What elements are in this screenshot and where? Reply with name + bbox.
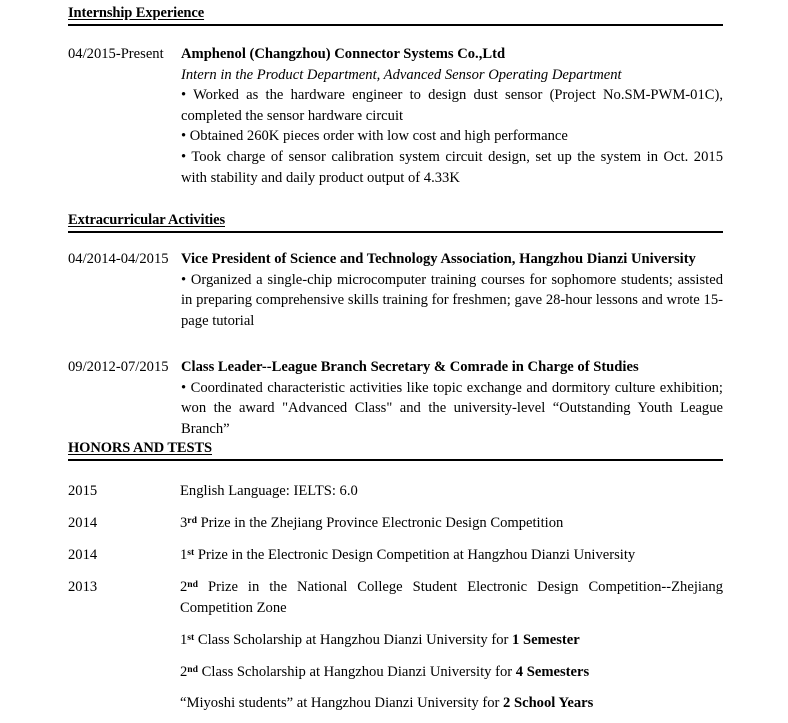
honors-row-body: Class Scholarship at Hangzhou Dianzi University for [198, 664, 516, 680]
entry-internship-content [181, 44, 723, 188]
section-heading-internship-label: Internship Experience [68, 5, 205, 21]
honors-row-year: 2014 [68, 515, 98, 531]
honors-row-ordinal-suffix: nd [187, 578, 199, 590]
honors-row-ordinal-suffix: st [187, 631, 195, 643]
honors-row [68, 481, 723, 502]
entry-extracurricular-1-date: 04/2014-04/2015 [68, 251, 169, 267]
honors-row-text [180, 545, 723, 566]
honors-row-ordinal: 3 [180, 515, 188, 531]
section-heading-honors [68, 439, 723, 461]
entry-extracurricular-1-bullet: • Organized a single-chip microcomputer training courses for sophomore students; assisted in preparing comprehensive skills training for freshmen; gave 28-hour lessons and wrote 15-page tutorial [181, 271, 723, 329]
entry-extracurricular-2-title: Class Leader--League Branch Secretary & Comrade in Charge of Studies [181, 359, 639, 375]
honors-row [68, 662, 723, 683]
entry-internship-bullet-2: • Obtained 260K pieces order with low cost and high performance [181, 128, 568, 145]
entry-extracurricular-1-title: Vice President of Science and Technology Association, Hangzhou Dianzi University [181, 251, 696, 267]
honors-row-text [180, 481, 723, 502]
honors-row-body: English Language: IELTS: 6.0 [180, 483, 358, 499]
honors-row-year: 2015 [68, 483, 98, 499]
honors-row-ordinal: 2 [180, 579, 188, 595]
entry-extracurricular-1 [68, 249, 723, 331]
section-heading-extracurricular-label: Extracurricular Activities [68, 212, 225, 228]
entry-extracurricular-2-date: 09/2012-07/2015 [68, 359, 169, 375]
honors-row-text [180, 630, 723, 651]
honors-row-text [180, 513, 723, 534]
honors-row [68, 513, 723, 534]
honors-row-year: 2014 [68, 547, 98, 563]
honors-row [68, 545, 723, 566]
honors-row-text [180, 693, 723, 714]
honors-row-ordinal: 2 [180, 664, 188, 680]
honors-row-text [180, 662, 723, 683]
honors-row-ordinal-suffix: st [187, 546, 195, 558]
section-heading-internship [68, 4, 723, 26]
honors-row-body: Prize in the Zhejiang Province Electronic Design Competition [196, 515, 564, 531]
entry-extracurricular-1-content [181, 249, 723, 331]
entry-internship-organization: Amphenol (Changzhou) Connector Systems Co.,Ltd [181, 46, 506, 62]
honors-row-text [180, 577, 723, 618]
section-heading-extracurricular [68, 211, 723, 233]
honors-row [68, 630, 723, 651]
entry-extracurricular-2-bullet: • Coordinated characteristic activities like topic exchange and dormitory culture exhibition; won the award "Advanced Class" and the university-level “Outstanding Youth League Branch” [181, 379, 723, 437]
section-rule-internship [68, 24, 723, 26]
honors-row-ordinal-suffix: nd [187, 663, 199, 675]
honors-row-body: “Miyoshi students” at Hangzhou Dianzi University for [180, 695, 504, 711]
honors-row [68, 577, 723, 618]
section-heading-honors-label: HONORS AND TESTS [68, 440, 212, 456]
entry-internship [68, 44, 723, 188]
entry-internship-role: Intern in the Product Department, Advanced Sensor Operating Department [181, 66, 622, 83]
section-rule-extracurricular [68, 231, 723, 233]
entry-extracurricular-2-content [181, 357, 723, 439]
honors-row-ordinal: 1 [180, 547, 188, 563]
honors-row [68, 693, 723, 714]
honors-row-year: 2013 [68, 579, 98, 595]
honors-row-bold-tail: 4 Semesters [515, 664, 590, 680]
honors-row-bold-tail: 2 School Years [503, 695, 594, 711]
honors-row-bold-tail: 1 Semester [512, 632, 580, 648]
entry-internship-bullet-1: • Worked as the hardware engineer to design dust sensor (Project No.SM-PWM-01C), completed the sensor hardware circuit [181, 87, 723, 124]
honors-row-ordinal-suffix: rd [187, 514, 197, 526]
honors-row-body: Prize in the National College Student Electronic Design Competition--Zhejiang Competition Zone [180, 579, 723, 616]
honors-row-body: Prize in the Electronic Design Competition at Hangzhou Dianzi University [194, 547, 636, 563]
entry-internship-date: 04/2015-Present [68, 46, 164, 62]
entry-extracurricular-2 [68, 357, 723, 439]
honors-row-body: Class Scholarship at Hangzhou Dianzi University for [194, 632, 513, 648]
section-rule-honors [68, 459, 723, 461]
entry-internship-bullet-3: • Took charge of sensor calibration system circuit design, set up the system in Oct. 2015 with stability and daily product output of 4.33K [181, 148, 723, 186]
honors-row-ordinal: 1 [180, 632, 188, 648]
